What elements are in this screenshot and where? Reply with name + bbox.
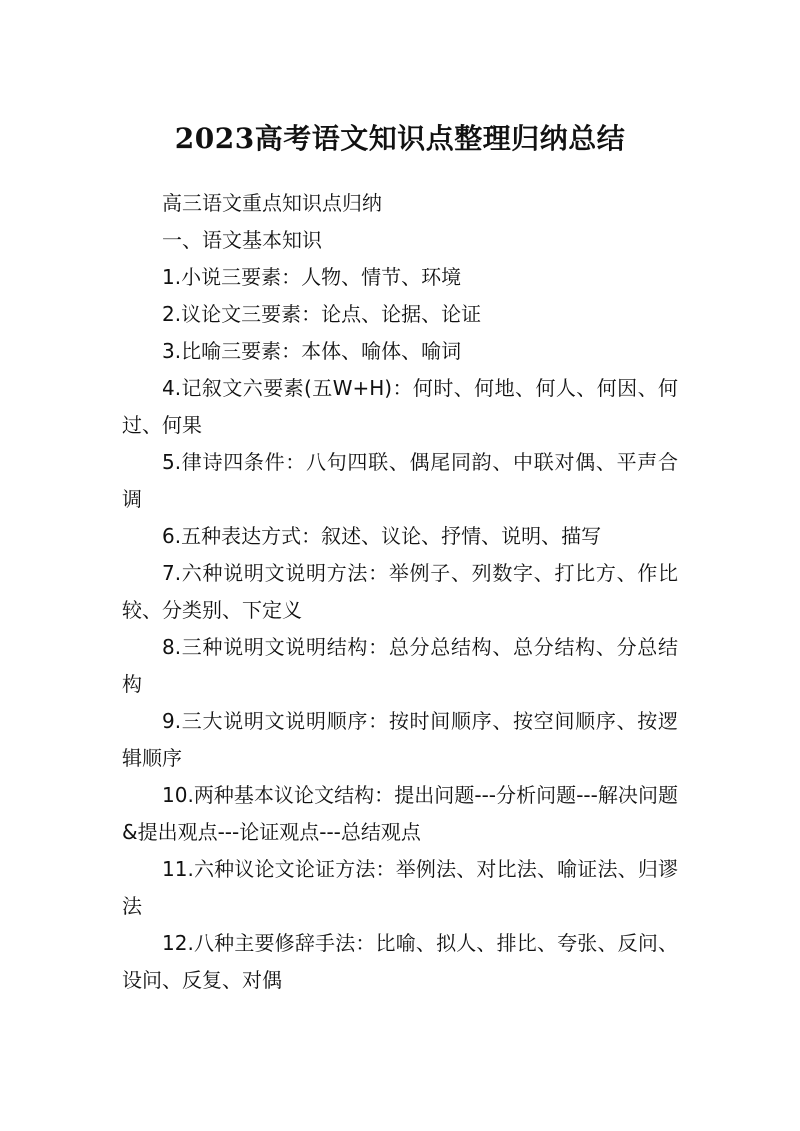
- list-item: 11.六种议论文论证方法：举例法、对比法、喻证法、归谬法: [122, 857, 678, 918]
- list-item: 10.两种基本议论文结构：提出问题---分析问题---解决问题&提出观点---论证观点---总结观点: [122, 783, 678, 844]
- list-item: 2.议论文三要素：论点、论据、论证: [162, 302, 482, 326]
- list-item: 1.小说三要素：人物、情节、环境: [162, 265, 462, 289]
- list-item: 8.三种说明文说明结构：总分总结构、总分结构、分总结构: [122, 635, 678, 696]
- list-item: 9.三大说明文说明顺序：按时间顺序、按空间顺序、按逻辑顺序: [122, 709, 678, 770]
- list-item: 6.五种表达方式：叙述、议论、抒情、说明、描写: [162, 524, 602, 548]
- document-body: [122, 185, 678, 999]
- list-item: 5.律诗四条件：八句四联、偶尾同韵、中联对偶、平声合调: [122, 450, 678, 511]
- list-item: 3.比喻三要素：本体、喻体、喻词: [162, 339, 462, 363]
- section-heading: 高三语文重点知识点归纳: [162, 191, 382, 215]
- list-item: 7.六种说明文说明方法：举例子、列数字、打比方、作比较、分类别、下定义: [122, 561, 678, 622]
- list-item: 12.八种主要修辞手法：比喻、拟人、排比、夸张、反问、设问、反复、对偶: [122, 931, 678, 992]
- document-title: 2023高考语文知识点整理归纳总结: [174, 121, 626, 155]
- list-item: 4.记叙文六要素(五W+H)：何时、何地、何人、何因、何过、何果: [122, 376, 678, 437]
- subsection-heading: 一、语文基本知识: [162, 228, 322, 252]
